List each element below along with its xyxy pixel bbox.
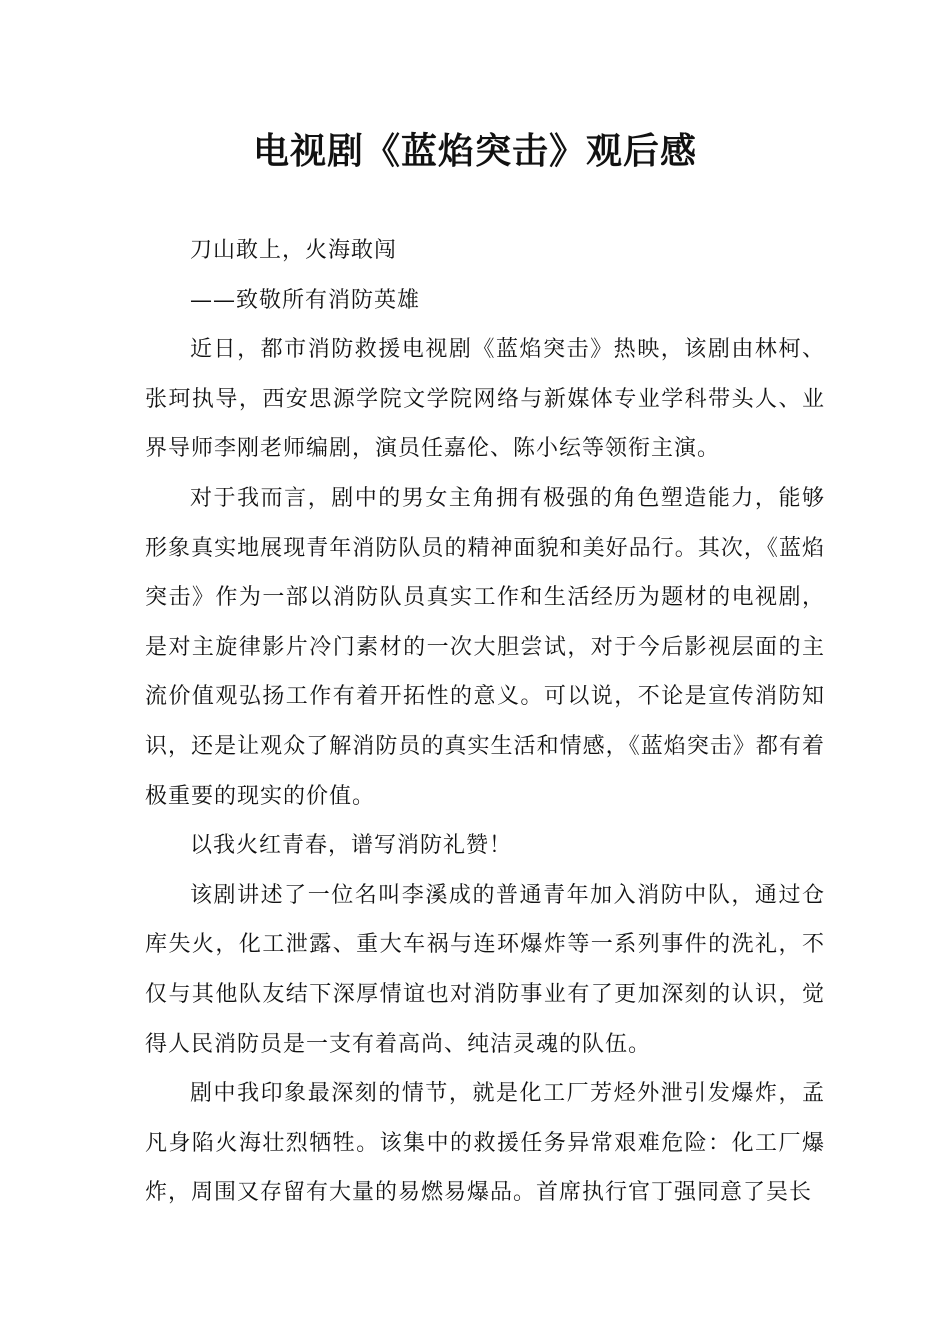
document-body <box>145 226 825 1218</box>
paragraph: 近日，都市消防救援电视剧《蓝焰突击》热映，该剧由林柯、张珂执导，西安思源学院文学院网络与新媒体专业学科带头人、业界导师李刚老师编剧，演员任嘉伦、陈小纭等领衔主演。 <box>145 337 825 462</box>
document-title: 电视剧《蓝焰突击》观后感 <box>252 131 697 172</box>
paragraph: 对于我而言，剧中的男女主角拥有极强的角色塑造能力，能够形象真实地展现青年消防队员的精神面貌和美好品行。其次，《蓝焰突击》作为一部以消防队员真实工作和生活经历为题材的电视剧，是对主旋律影片冷门素材的一次大胆尝试，对于今后影视层面的主流价值观弘扬工作有着开拓性的意义。可以说，不论是宣传消防知识，还是让观众了解消防员的真实生活和情感，《蓝焰突击》都有着极重要的现实的价值。 <box>145 485 825 809</box>
subtitle-line: 刀山敢上，火海敢闯 <box>190 238 398 263</box>
paragraph: 该剧讲述了一位名叫李溪成的普通青年加入消防中队，通过仓库失火，化工泄露、重大车祸与连环爆炸等一系列事件的洗礼，不仅与其他队友结下深厚情谊也对消防事业有了更加深刻的认识，觉得人民消防员是一支有着高尚、纯洁灵魂的队伍。 <box>145 882 825 1057</box>
paragraph: 剧中我印象最深刻的情节，就是化工厂芳烃外泄引发爆炸，孟凡身陷火海壮烈牺牲。该集中的救援任务异常艰难危险：化工厂爆炸，周围又存留有大量的易燃易爆品。首席执行官丁强同意了吴长 <box>145 1081 825 1206</box>
section-heading: 以我火红青春，谱写消防礼赞！ <box>190 833 513 859</box>
dedication-line: ——致敬所有消防英雄 <box>190 287 421 313</box>
